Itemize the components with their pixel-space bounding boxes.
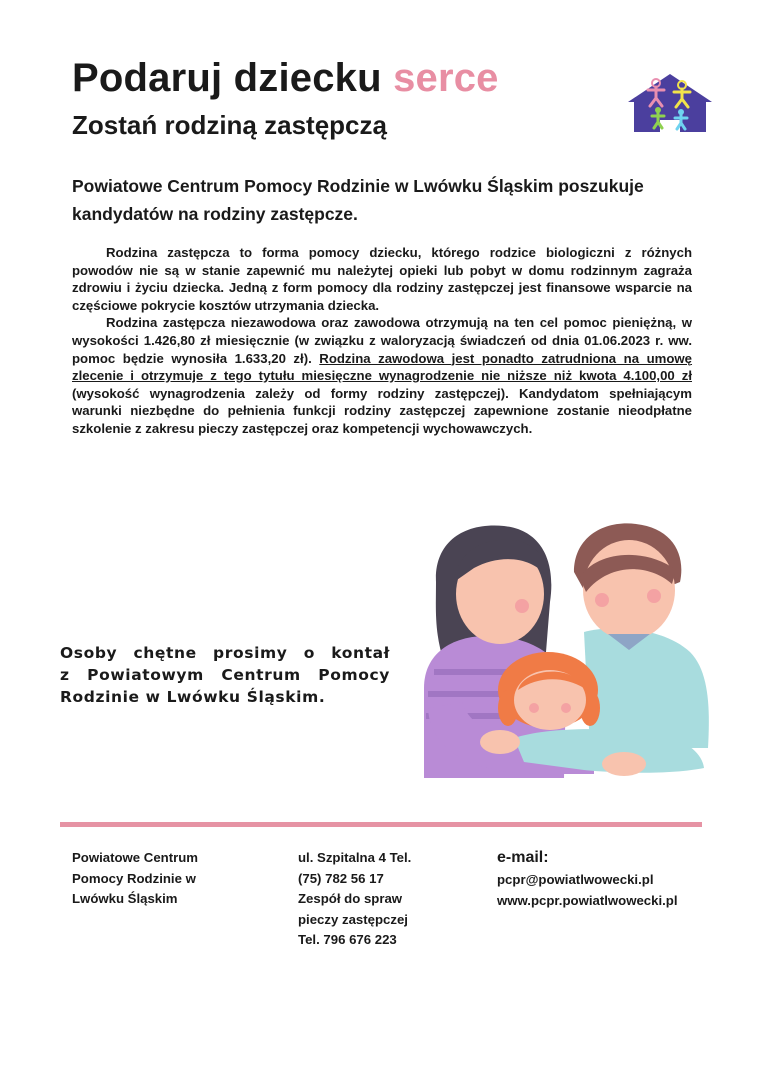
body-paragraph-1: Rodzina zastępcza to forma pomocy dziecku, którego rodzice biologiczni z różnych powodów nie są w stanie zapewnić mu należytej opieki lub pobyt w domu rodzinnym zagraża zdrowiu i życiu dziecka. Jedną z form pomocy dla rodziny zastępczej jest finansowe wsparcie na częściowe pokrycie kosztów utrzymania dziecka. (72, 245, 692, 313)
footer-org-line: Pomocy Rodzinie w (72, 870, 196, 886)
footer-email-label: e-mail: (497, 849, 549, 866)
contact-call (60, 642, 390, 708)
contact-call-line-3: Rodzinie w Lwówku Śląskim. (60, 688, 326, 706)
contact-call-line-1: Osoby chętne prosimy o kontał (60, 644, 390, 662)
body-text (72, 244, 692, 438)
body-paragraph-2 (72, 314, 692, 437)
footer-address-line: Tel. 796 676 223 (298, 932, 397, 947)
title-accent: serce (393, 56, 499, 100)
body-paragraph-2-underlined: Rodzina zawodowa jest ponadto zatrudniona na umowę zlecenie i otrzymuje z tego tytułu miesięczne wynagrodzenie nie niższe niż kwota 4.100,00 zł (72, 350, 693, 384)
title-text: Podaruj dziecku (72, 56, 382, 100)
page-subtitle: Zostań rodziną zastępczą (72, 110, 387, 140)
footer-address-line: pieczy zastępczej (298, 911, 408, 927)
body-paragraph-2-part-b: (wysokość wynagrodzenia zależy od formy rodziny zastępczej). Kandydatom spełniającym warunki niezbędne do pełnienia funkcji rodziny zastępczej zapewnione zostanie nieodpłatne szkolenie z zakresu pieczy zastępczej oraz kompetencji wychowawczych. (72, 385, 692, 436)
footer-email: pcpr@powiatlwowecki.pl (497, 872, 654, 887)
footer-org-line: Powiatowe Centrum (72, 850, 199, 865)
footer-divider (60, 822, 702, 827)
footer-organization (72, 848, 232, 910)
contact-call-line-2: z Powiatowym Centrum Pomocy (60, 666, 390, 684)
family-hug-illustration-icon (414, 512, 714, 788)
footer-address-line: ul. Szpitalna 4 Tel. (298, 850, 412, 865)
body-paragraph-2-part-a: Rodzina zastępcza niezawodowa oraz zawodowa otrzymują na ten cel pomoc pieniężną, w wysokości 1.426,80 zł miesięcznie (w związku z waloryzacją świadczeń od dnia 01.06.2023 r. ww. pomoc będzie wynosiła 1.633,20 zł). (72, 315, 692, 366)
footer-address-line: Zespół do spraw (298, 891, 403, 906)
footer-org-line: Lwówku Śląskim (72, 891, 178, 906)
house-with-children-logo-icon (626, 72, 714, 134)
page-title (72, 56, 499, 101)
footer-address-line: (75) 782 56 17 (298, 870, 384, 886)
footer-website: www.pcpr.powiatlwowecki.pl (497, 892, 678, 908)
footer-contact (497, 846, 727, 911)
footer-address (298, 848, 458, 951)
headline: Powiatowe Centrum Pomocy Rodzinie w Lwówku Śląskim poszukuje kandydatów na rodziny zastępcze. (72, 176, 644, 224)
